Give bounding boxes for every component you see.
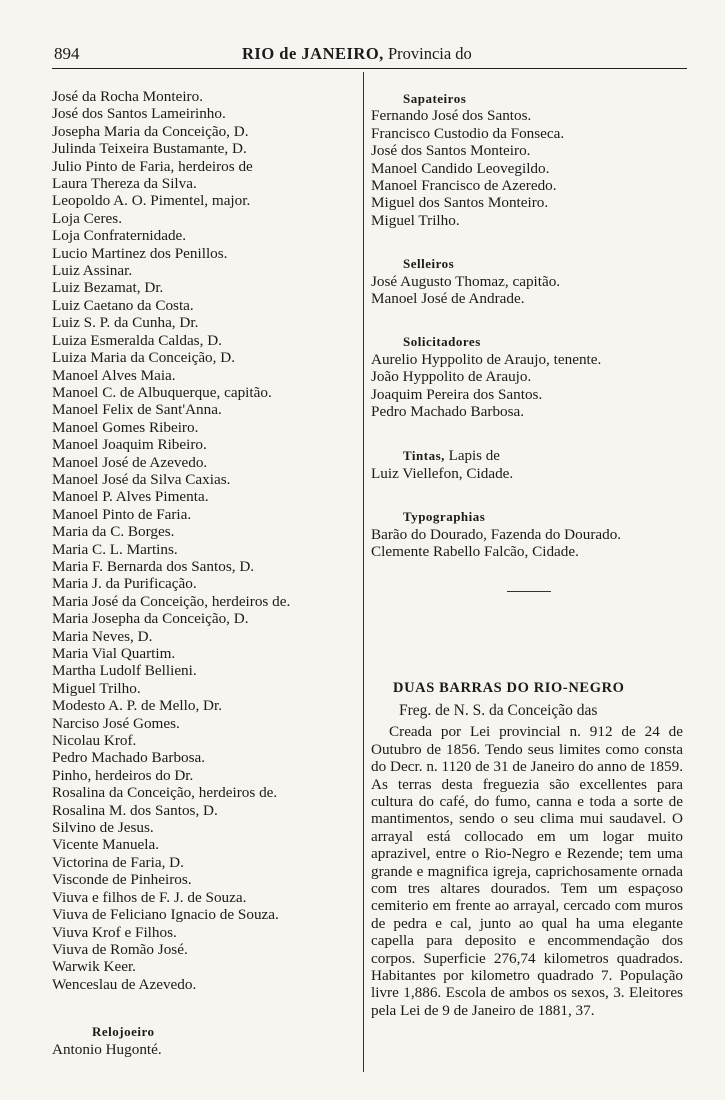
list-item: Miguel Trilho. [52, 679, 141, 697]
list-item: Rosalina da Conceição, herdeiros de. [52, 784, 278, 802]
header-city: RIO de JANEIRO, [242, 44, 384, 63]
list-item: Pedro Machado Barbosa. [371, 403, 525, 421]
list-item: Warwik Keer. [52, 958, 136, 976]
left-column [52, 88, 352, 1058]
typographias-list [371, 526, 683, 561]
list-item: Maria José da Conceição, herdeiros de. [52, 592, 291, 610]
list-item: Manoel Francisco de Azeredo. [371, 177, 557, 195]
list-item: Josepha Maria da Conceição, D. [52, 122, 249, 140]
list-item: Barão do Dourado, Fazenda do Dourado. [371, 525, 622, 543]
list-item: Luiz Assinar. [52, 262, 133, 280]
header-province: Provincia do [387, 44, 472, 63]
solicitadores-list [371, 351, 683, 421]
list-item: Manoel P. Alves Pimenta. [52, 488, 209, 506]
list-item: Maria J. da Purificação. [52, 575, 197, 593]
list-item: Laura Thereza da Silva. [52, 175, 197, 193]
list-item: José dos Santos Lameirinho. [52, 105, 226, 123]
list-item: Manoel Felix de Sant'Anna. [52, 401, 222, 419]
list-item: Viuva de Feliciano Ignacio de Souza. [52, 906, 279, 924]
column-divider [363, 72, 364, 1072]
section-rule [507, 591, 551, 592]
list-item: Nicolau Krof. [52, 732, 137, 750]
list-item: Viuva e filhos de F. J. de Souza. [52, 888, 247, 906]
list-item: Manoel Joaquim Ribeiro. [52, 436, 207, 454]
list-item: Manoel José de Azevedo. [52, 453, 208, 471]
list-item: Luiz Caetano da Costa. [52, 296, 194, 314]
list-item: José Augusto Thomaz, capitão. [371, 272, 561, 290]
list-item: Manoel José de Andrade. [371, 290, 525, 308]
list-item: Manoel José da Silva Caxias. [52, 470, 231, 488]
list-item: Vicente Manuela. [52, 836, 160, 854]
list-item: Victorina de Faria, D. [52, 853, 184, 871]
list-item: Antonio Hugonté. [52, 1040, 162, 1058]
freguesia-line: Freg. de N. S. da Conceição das [399, 701, 598, 719]
town-heading: DUAS BARRAS DO RIO-NEGRO [393, 679, 625, 696]
tintas-title-rest: Lapis de [444, 447, 500, 464]
tintas-title: Tintas, [403, 447, 445, 463]
list-item: Manoel Pinto de Faria. [52, 505, 192, 523]
list-item: Maria Vial Quartim. [52, 645, 176, 662]
list-item: Wenceslau de Azevedo. [52, 975, 197, 993]
left-entry-list [52, 88, 352, 993]
page-number: 894 [54, 44, 80, 63]
list-item: Clemente Rabello Falcão, Cidade. [371, 543, 579, 561]
list-item: Viuva de Romão José. [52, 940, 188, 958]
list-item: Pedro Machado Barbosa. [52, 749, 206, 767]
list-item: Luiza Maria da Conceição, D. [52, 349, 236, 367]
list-item: Narciso José Gomes. [52, 714, 180, 732]
sapateiros-list [371, 107, 683, 229]
list-item: Joaquim Pereira dos Santos. [371, 385, 543, 403]
list-item: Luiz Viellefon, Cidade. [371, 464, 514, 482]
list-item: Leopoldo A. O. Pimentel, major. [52, 192, 251, 210]
list-item: Loja Ceres. [52, 209, 123, 227]
list-item: José dos Santos Monteiro. [371, 142, 531, 160]
running-header [52, 38, 687, 69]
list-item: Loja Confraternidade. [52, 227, 187, 245]
list-item: Miguel Trilho. [371, 211, 460, 229]
list-item: Rosalina M. dos Santos, D. [52, 801, 218, 819]
section-title-selleiros: Selleiros [403, 256, 455, 272]
list-item: Silvino de Jesus. [52, 819, 154, 837]
list-item: Manoel C. de Albuquerque, capitão. [52, 383, 272, 401]
list-item: Manoel Alves Maia. [52, 366, 176, 384]
list-item: Luiz S. P. da Cunha, Dr. [52, 314, 199, 332]
list-item: Maria F. Bernarda dos Santos, D. [52, 557, 255, 575]
list-item: Maria da C. Borges. [52, 523, 175, 541]
list-item: Francisco Custodio da Fonseca. [371, 124, 565, 142]
list-item: Aurelio Hyppolito de Araujo, tenente. [371, 350, 602, 368]
list-item: Julio Pinto de Faria, herdeiros de [52, 157, 253, 175]
list-item: Visconde de Pinheiros. [52, 871, 192, 889]
list-item: Fernando José dos Santos. [371, 107, 532, 125]
section-title-relojoeiro: Relojoeiro [92, 1024, 155, 1040]
list-item: José da Rocha Monteiro. [52, 88, 203, 105]
list-item: Maria Josepha da Conceição, D. [52, 610, 249, 628]
list-item: Viuva Krof e Filhos. [52, 923, 177, 941]
section-title-sapateiros: Sapateiros [403, 91, 467, 106]
running-head [242, 44, 472, 64]
section-title-typographias: Typographias [403, 509, 486, 525]
list-item: Manoel Gomes Ribeiro. [52, 418, 199, 436]
list-item: João Hyppolito de Araujo. [371, 368, 532, 386]
list-item: Lucio Martinez dos Penillos. [52, 244, 228, 262]
list-item: Maria Neves, D. [52, 627, 153, 645]
list-item: Julinda Teixeira Bustamante, D. [52, 140, 247, 158]
list-item: Luiza Esmeralda Caldas, D. [52, 331, 222, 349]
list-item: Modesto A. P. de Mello, Dr. [52, 697, 223, 715]
tintas-list [371, 465, 683, 482]
list-item: Miguel dos Santos Monteiro. [371, 194, 549, 212]
list-item: Luiz Bezamat, Dr. [52, 279, 164, 297]
list-item: Pinho, herdeiros do Dr. [52, 766, 194, 784]
list-item: Manoel Candido Leovegildo. [371, 159, 550, 177]
section-title-tintas [403, 447, 683, 465]
list-item: Martha Ludolf Bellieni. [52, 662, 197, 680]
right-column [371, 90, 683, 1019]
town-description: Creada por Lei provincial n. 912 de 24 de Outubro de 1856. Tendo seus limites como consta do Decr. n. 1120 de 31 de Janeiro do anno de 1859. As terras desta freguezia são excellentes para cultura do café, do fumo, canna e toda a sorte de mantimentos, sendo o seu clima mui saudavel. O arrayal está collocado em um logar muito aprazivel, entre o Rio-Negro e Rezende; tem uma grande e magnifica igreja, caprichosamente ornada com tres altares dourados. Tem um espaçoso cemiterio em frente ao arrayal, cercado com muros de pedra e cal, junto ao qual ha uma elegante capella para deposito e encommendação dos corpos. Superficie 276,74 kilometros quadrados. Habitantes por kilometro quadrado 7. População livre 1,886. Escola de ambos os sexos, 3. Eleitores pela Lei de 9 de Janeiro de 1881, 37. [371, 723, 683, 1019]
selleiros-list [371, 273, 683, 308]
list-item: Maria C. L. Martins. [52, 540, 178, 558]
section-title-solicitadores: Solicitadores [403, 334, 481, 350]
